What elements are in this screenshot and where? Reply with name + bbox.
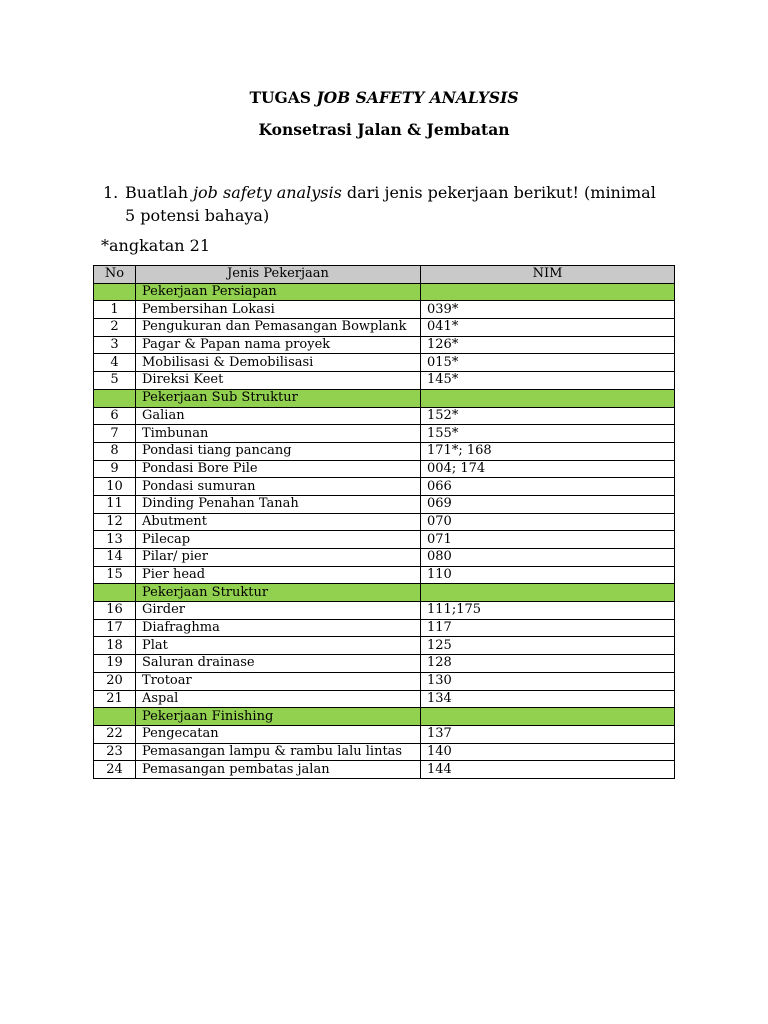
row-nim: 004; 174	[421, 460, 675, 478]
table-row	[94, 531, 675, 549]
row-no: 20	[94, 672, 136, 690]
row-nim: 171*; 168	[421, 442, 675, 460]
document-title	[0, 88, 768, 107]
header-job: Jenis Pekerjaan	[136, 266, 421, 284]
row-job: Trotoar	[136, 672, 421, 690]
row-no: 22	[94, 725, 136, 743]
row-job: Pengecatan	[136, 725, 421, 743]
table-group-row	[94, 584, 675, 602]
task-text	[125, 181, 663, 227]
row-no: 6	[94, 407, 136, 425]
group-label: Pekerjaan Sub Struktur	[136, 389, 421, 407]
table-row	[94, 425, 675, 443]
table-row	[94, 672, 675, 690]
row-no: 14	[94, 549, 136, 567]
task-text-after: dari jenis pekerjaan berikut! (minimal 5 potensi bahaya)	[125, 183, 656, 225]
row-no: 24	[94, 761, 136, 779]
table-row	[94, 354, 675, 372]
table-row	[94, 619, 675, 637]
table-row	[94, 761, 675, 779]
row-nim: 071	[421, 531, 675, 549]
row-nim: 015*	[421, 354, 675, 372]
row-job: Direksi Keet	[136, 372, 421, 390]
row-job: Girder	[136, 602, 421, 620]
row-no: 8	[94, 442, 136, 460]
table-row	[94, 372, 675, 390]
table-row	[94, 655, 675, 673]
row-job: Aspal	[136, 690, 421, 708]
row-no: 5	[94, 372, 136, 390]
table-row	[94, 336, 675, 354]
row-nim: 152*	[421, 407, 675, 425]
table-row	[94, 637, 675, 655]
row-job: Pondasi tiang pancang	[136, 442, 421, 460]
table-row	[94, 725, 675, 743]
task-text-italic: job safety analysis	[193, 183, 342, 202]
row-no: 21	[94, 690, 136, 708]
group-no-cell	[94, 708, 136, 726]
row-job: Plat	[136, 637, 421, 655]
row-nim: 126*	[421, 336, 675, 354]
job-table	[93, 265, 675, 779]
task-number: 1.	[103, 183, 119, 202]
row-no: 13	[94, 531, 136, 549]
row-no: 16	[94, 602, 136, 620]
row-nim: 155*	[421, 425, 675, 443]
group-label: Pekerjaan Finishing	[136, 708, 421, 726]
table-body	[94, 283, 675, 778]
row-nim: 125	[421, 637, 675, 655]
task-text-before: Buatlah	[125, 183, 194, 202]
table-row	[94, 407, 675, 425]
row-no: 1	[94, 301, 136, 319]
row-no: 9	[94, 460, 136, 478]
row-no: 2	[94, 319, 136, 337]
group-no-cell	[94, 389, 136, 407]
header-nim: NIM	[421, 266, 675, 284]
row-no: 17	[94, 619, 136, 637]
table-row	[94, 301, 675, 319]
row-nim: 041*	[421, 319, 675, 337]
row-job: Pondasi sumuran	[136, 478, 421, 496]
table-row	[94, 442, 675, 460]
cohort-note: *angkatan 21	[101, 236, 211, 255]
row-job: Dinding Penahan Tanah	[136, 495, 421, 513]
row-job: Pemasangan pembatas jalan	[136, 761, 421, 779]
row-job: Galian	[136, 407, 421, 425]
row-nim: 039*	[421, 301, 675, 319]
row-no: 11	[94, 495, 136, 513]
table-row	[94, 690, 675, 708]
group-label: Pekerjaan Struktur	[136, 584, 421, 602]
title-prefix: TUGAS	[249, 88, 317, 107]
row-job: Saluran drainase	[136, 655, 421, 673]
row-job: Pengukuran dan Pemasangan Bowplank	[136, 319, 421, 337]
title-italic: JOB SAFETY ANALYSIS	[316, 88, 519, 107]
row-nim: 111;175	[421, 602, 675, 620]
header-no: No	[94, 266, 136, 284]
row-nim: 128	[421, 655, 675, 673]
row-job: Pagar & Papan nama proyek	[136, 336, 421, 354]
table-row	[94, 460, 675, 478]
table-header-row	[94, 266, 675, 284]
row-job: Pondasi Bore Pile	[136, 460, 421, 478]
row-job: Abutment	[136, 513, 421, 531]
row-no: 18	[94, 637, 136, 655]
row-no: 4	[94, 354, 136, 372]
row-nim: 140	[421, 743, 675, 761]
group-nim-cell	[421, 708, 675, 726]
row-no: 7	[94, 425, 136, 443]
row-job: Timbunan	[136, 425, 421, 443]
row-job: Pier head	[136, 566, 421, 584]
row-nim: 069	[421, 495, 675, 513]
group-nim-cell	[421, 584, 675, 602]
table-row	[94, 513, 675, 531]
row-nim: 145*	[421, 372, 675, 390]
row-no: 3	[94, 336, 136, 354]
row-no: 19	[94, 655, 136, 673]
row-job: Pembersihan Lokasi	[136, 301, 421, 319]
table-row	[94, 743, 675, 761]
row-nim: 110	[421, 566, 675, 584]
row-job: Mobilisasi & Demobilisasi	[136, 354, 421, 372]
group-nim-cell	[421, 389, 675, 407]
row-job: Pemasangan lampu & rambu lalu lintas	[136, 743, 421, 761]
row-no: 15	[94, 566, 136, 584]
row-nim: 130	[421, 672, 675, 690]
table-row	[94, 549, 675, 567]
document-subtitle: Konsetrasi Jalan & Jembatan	[258, 120, 510, 139]
table-group-row	[94, 389, 675, 407]
table-group-row	[94, 283, 675, 301]
row-nim: 134	[421, 690, 675, 708]
group-label: Pekerjaan Persiapan	[136, 283, 421, 301]
row-nim: 066	[421, 478, 675, 496]
table-row	[94, 566, 675, 584]
row-no: 23	[94, 743, 136, 761]
table-row	[94, 602, 675, 620]
row-job: Pilecap	[136, 531, 421, 549]
group-nim-cell	[421, 283, 675, 301]
row-nim: 117	[421, 619, 675, 637]
table-row	[94, 495, 675, 513]
table-group-row	[94, 708, 675, 726]
row-job: Pilar/ pier	[136, 549, 421, 567]
table-row	[94, 319, 675, 337]
row-nim: 070	[421, 513, 675, 531]
row-nim: 080	[421, 549, 675, 567]
row-nim: 137	[421, 725, 675, 743]
row-nim: 144	[421, 761, 675, 779]
task-item	[103, 181, 663, 227]
row-no: 12	[94, 513, 136, 531]
row-no: 10	[94, 478, 136, 496]
row-job: Diafraghma	[136, 619, 421, 637]
group-no-cell	[94, 584, 136, 602]
group-no-cell	[94, 283, 136, 301]
table-row	[94, 478, 675, 496]
